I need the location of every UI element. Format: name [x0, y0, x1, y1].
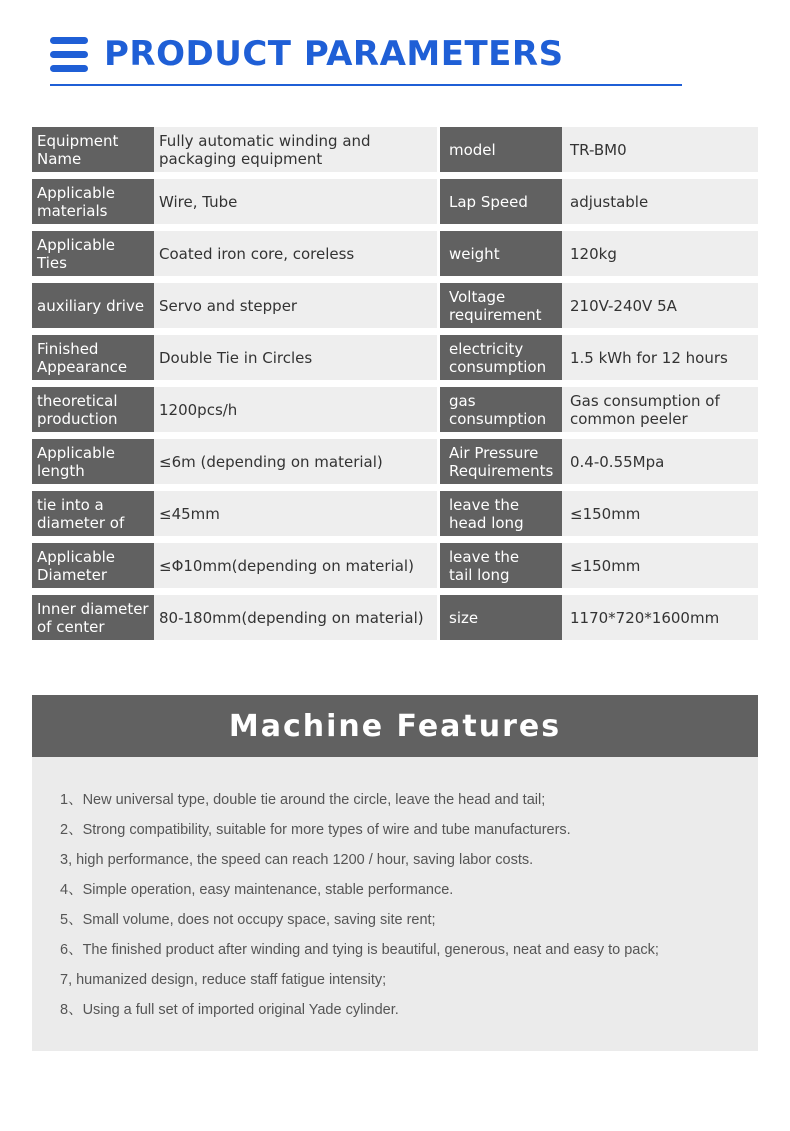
param-label: auxiliary drive [32, 283, 154, 328]
param-value: TR-BM0 [562, 127, 758, 172]
table-row [32, 179, 758, 224]
list-item: 4、Simple operation, easy maintenance, stable performance. [60, 882, 454, 898]
table-row [32, 543, 758, 588]
list-item: 6、The finished product after winding and tying is beautiful, generous, neat and easy to pack; [60, 942, 659, 958]
feature-list [60, 790, 750, 1030]
param-value: Gas consumption of common peeler [562, 387, 758, 432]
param-label: leave the head long [440, 491, 562, 536]
param-value: Coated iron core, coreless [154, 231, 437, 276]
param-value: 80-180mm(depending on material) [154, 595, 437, 640]
param-value: Fully automatic winding and packaging equipment [154, 127, 437, 172]
param-value: ≤150mm [562, 491, 758, 536]
machine-features-section [32, 695, 758, 1051]
list-item: 8、Using a full set of imported original Yade cylinder. [60, 1002, 399, 1018]
param-value: 210V-240V 5A [562, 283, 758, 328]
page-header [0, 0, 790, 100]
param-label: theoretical production [32, 387, 154, 432]
parameters-table [32, 127, 758, 647]
list-item: 2、Strong compatibility, suitable for more types of wire and tube manufacturers. [60, 822, 571, 838]
param-value: adjustable [562, 179, 758, 224]
list-item: 3, high performance, the speed can reach 1200 / hour, saving labor costs. [60, 852, 534, 868]
list-item: 1、New universal type, double tie around the circle, leave the head and tail; [60, 792, 546, 808]
param-value: 1170*720*1600mm [562, 595, 758, 640]
table-row [32, 491, 758, 536]
param-label: gas consumption [440, 387, 562, 432]
table-row [32, 283, 758, 328]
param-value: Double Tie in Circles [154, 335, 437, 380]
param-label: weight [440, 231, 562, 276]
list-item: 7, humanized design, reduce staff fatigue intensity; [60, 972, 387, 988]
table-row [32, 387, 758, 432]
param-value: 1.5 kWh for 12 hours [562, 335, 758, 380]
param-label: Inner diameter of center [32, 595, 154, 640]
param-label: electricity consumption [440, 335, 562, 380]
table-row [32, 231, 758, 276]
list-item: 5、Small volume, does not occupy space, saving site rent; [60, 912, 436, 928]
param-label: Applicable Ties [32, 231, 154, 276]
param-value: 0.4-0.55Mpa [562, 439, 758, 484]
param-value: 1200pcs/h [154, 387, 437, 432]
param-label: Lap Speed [440, 179, 562, 224]
param-label: Applicable length [32, 439, 154, 484]
param-label: Applicable Diameter [32, 543, 154, 588]
param-label: tie into a diameter of [32, 491, 154, 536]
param-value: ≤45mm [154, 491, 437, 536]
table-row [32, 595, 758, 640]
param-value: ≤150mm [562, 543, 758, 588]
param-label: Equipment Name [32, 127, 154, 172]
param-value: Servo and stepper [154, 283, 437, 328]
table-row [32, 127, 758, 172]
menu-icon [50, 37, 88, 73]
title-divider [50, 84, 682, 86]
table-row [32, 439, 758, 484]
param-label: size [440, 595, 562, 640]
param-value: 120kg [562, 231, 758, 276]
param-value: Wire, Tube [154, 179, 437, 224]
features-title: Machine Features [32, 695, 758, 757]
param-label: Applicable materials [32, 179, 154, 224]
param-label: Finished Appearance [32, 335, 154, 380]
table-row [32, 335, 758, 380]
param-label: model [440, 127, 562, 172]
param-label: Air Pressure Requirements [440, 439, 562, 484]
param-value: ≤Φ10mm(depending on material) [154, 543, 437, 588]
param-value: ≤6m (depending on material) [154, 439, 437, 484]
param-label: leave the tail long [440, 543, 562, 588]
param-label: Voltage requirement [440, 283, 562, 328]
page-title: PRODUCT PARAMETERS [104, 34, 564, 74]
